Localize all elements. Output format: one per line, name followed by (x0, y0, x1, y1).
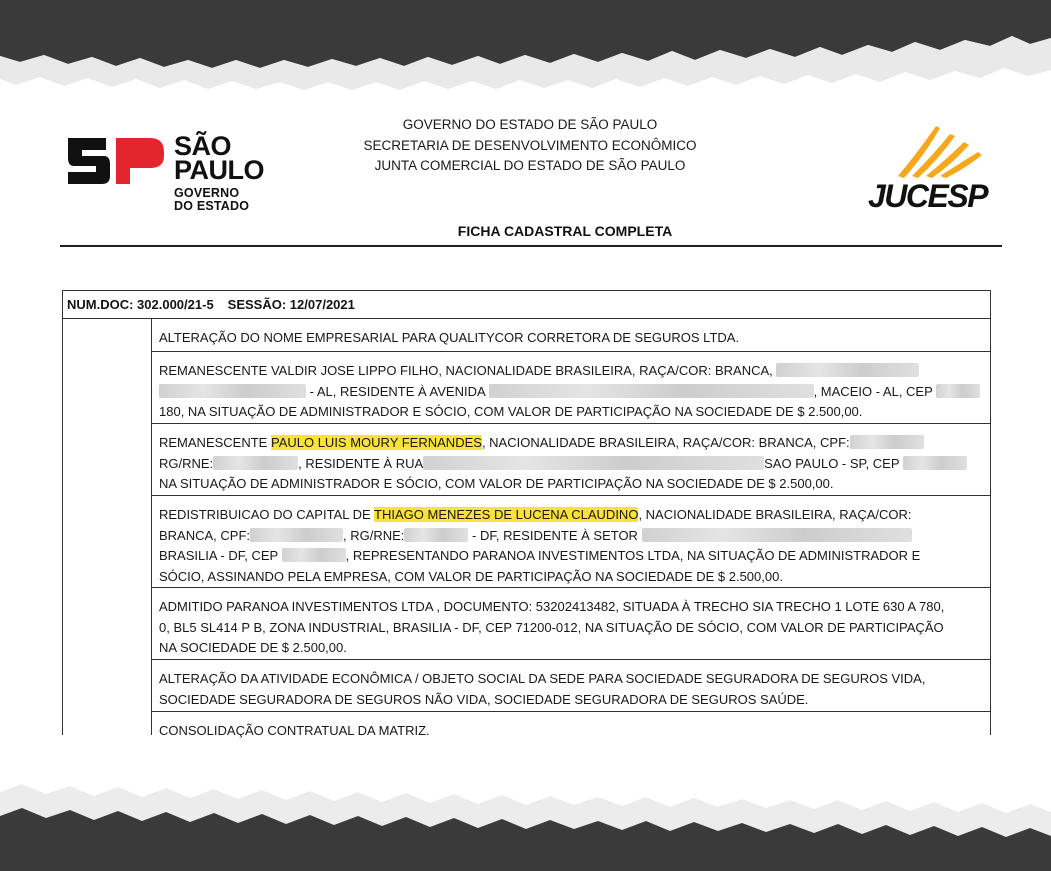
highlighted-name: THIAGO MENEZES DE LUCENA CLAUDINO (374, 507, 639, 522)
entry-line: - AL, RESIDENTE À AVENIDA , MACEIO - AL, CEP (159, 382, 984, 403)
entry-paulo (152, 424, 990, 496)
redacted-rg (213, 456, 298, 470)
entry-line: SÓCIO, ASSINANDO PELA EMPRESA, COM VALOR DE PARTICIPAÇÃO NA SOCIEDADE DE $ 2.500,00. (159, 568, 783, 584)
redacted-address (489, 384, 814, 398)
header-divider (60, 245, 1002, 247)
entry-name-change (152, 319, 990, 352)
highlighted-name: PAULO LUIS MOURY FERNANDES (270, 435, 482, 450)
session-date: SESSÃO: 12/07/2021 (227, 297, 355, 312)
entry-activity-change (152, 660, 990, 712)
entry-line: ALTERAÇÃO DA ATIVIDADE ECONÔMICA / OBJETO SOCIAL DA SEDE PARA SOCIEDADE SEGURADORA DE SEGUROS VIDA, (159, 671, 926, 686)
doc-header-row (63, 291, 990, 319)
entry-line: NA SOCIEDADE DE $ 2.500,00. (159, 640, 347, 655)
form-title: FICHA CADASTRAL COMPLETA (457, 223, 673, 239)
entry-line: ALTERAÇÃO DO NOME EMPRESARIAL PARA QUALITYCOR CORRETORA DE SEGUROS LTDA. (159, 330, 740, 345)
sp-logo-line3: GOVERNO (174, 186, 240, 200)
torn-paper-top-edge (0, 0, 1051, 95)
entry-line: ADMITIDO PARANOA INVESTIMENTOS LTDA , DOCUMENTO: 53202413482, SITUADA À TRECHO SIA TRECHO 1 LOTE 630 A 780, (159, 599, 945, 614)
registration-table (62, 290, 991, 738)
entry-valdir (152, 352, 990, 424)
torn-paper-bottom-edge (0, 770, 1051, 871)
entry-line: RG/RNE: , RESIDENTE À RUA SAO PAULO - SP, CEP (159, 454, 984, 475)
gov-line-1: GOVERNO DO ESTADO DE SÃO PAULO (402, 117, 658, 132)
entries-column (151, 319, 990, 738)
entry-line: REMANESCENTE VALDIR JOSE LIPPO FILHO, NACIONALIDADE BRASILEIRA, RAÇA/COR: BRANCA, (159, 361, 984, 382)
entry-line: SOCIEDADE SEGURADORA DE SEGUROS NÃO VIDA, SOCIEDADE SEGURADORA DE SEGUROS SAÚDE. (159, 691, 809, 707)
sp-logo-icon (66, 134, 166, 186)
sp-logo-text (174, 131, 264, 213)
entry-line: 0, BL5 SL414 P B, ZONA INDUSTRIAL, BRASILIA - DF, CEP 71200-012, NA SITUAÇÃO DE SÓCIO, COM VALOR DE PARTICIPAÇÃO (159, 619, 944, 635)
redacted-cpf (250, 528, 343, 542)
redacted-cpf (776, 363, 919, 377)
doc-number: NUM.DOC: 302.000/21-5 (67, 297, 214, 312)
redacted-cep (903, 456, 967, 470)
redacted-cep (936, 384, 980, 398)
entry-line: CONSOLIDAÇÃO CONTRATUAL DA MATRIZ. (159, 723, 430, 738)
entry-line: 180, NA SITUAÇÃO DE ADMINISTRADOR E SÓCIO, COM VALOR DE PARTICIPAÇÃO NA SOCIEDADE DE $ 2.500,00. (159, 404, 863, 419)
entry-line: BRASILIA - DF, CEP , REPRESENTANDO PARANOA INVESTIMENTOS LTDA, NA SITUAÇÃO DE ADMINISTRADOR E (159, 548, 921, 563)
entry-paranoa (152, 588, 990, 660)
gov-line-2: SECRETARIA DE DESENVOLVIMENTO ECONÔMICO (363, 137, 697, 153)
redacted-address (423, 456, 764, 470)
gov-line-3: JUNTA COMERCIAL DO ESTADO DE SÃO PAULO (374, 158, 686, 173)
entry-thiago (152, 496, 990, 588)
entry-line: NA SITUAÇÃO DE ADMINISTRADOR E SÓCIO, COM VALOR DE PARTICIPAÇÃO NA SOCIEDADE DE $ 2.500,00. (159, 476, 834, 491)
entry-line: REMANESCENTE PAULO LUIS MOURY FERNANDES, NACIONALIDADE BRASILEIRA, RAÇA/COR: BRANCA, CPF: (159, 433, 984, 454)
entry-line: REDISTRIBUICAO DO CAPITAL DE THIAGO MENEZES DE LUCENA CLAUDINO, NACIONALIDADE BRASILEIRA, RAÇA/COR: (159, 507, 912, 522)
redacted-rg (159, 384, 306, 398)
redacted-cpf (850, 435, 924, 449)
redacted-rg (404, 528, 468, 542)
redacted-address (642, 528, 912, 542)
sp-logo-line4: DO ESTADO (174, 199, 250, 213)
redacted-cep (282, 548, 346, 562)
sp-logo-line1: SÃO (174, 131, 232, 161)
government-header (330, 115, 730, 177)
entry-consolidation (152, 712, 990, 745)
entry-line: BRANCA, CPF: , RG/RNE: - DF, RESIDENTE À SETOR (159, 526, 984, 547)
jucesp-logo-text: JUCESP (868, 178, 988, 214)
sp-logo-line2: PAULO (174, 155, 264, 185)
jucesp-rays-icon (888, 124, 988, 180)
